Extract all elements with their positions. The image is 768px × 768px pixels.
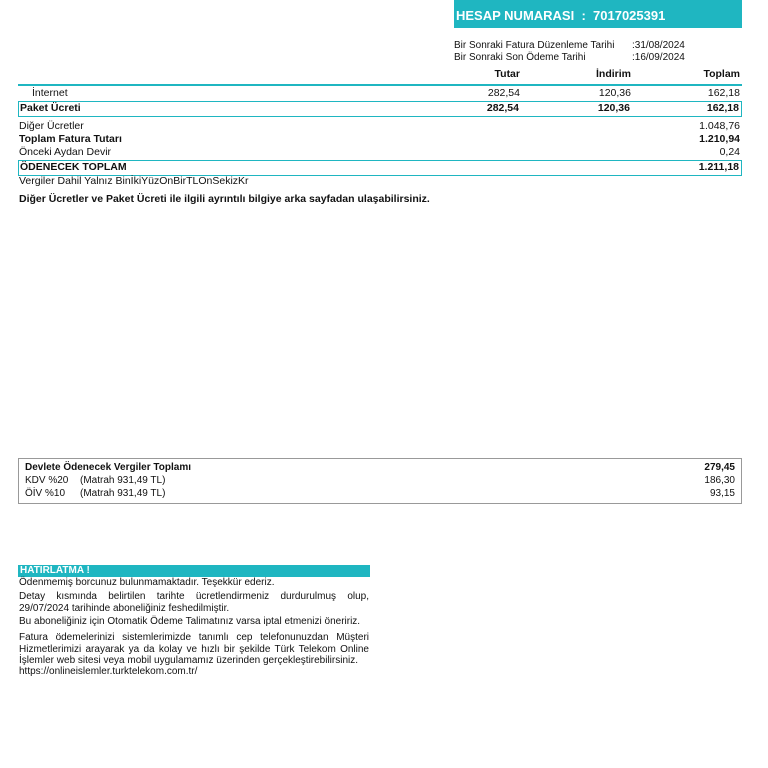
account-number-line <box>456 9 665 24</box>
amount-in-words: Vergiler Dahil Yalnız BinİkiYüzOnBirTLOnSekizKr <box>19 175 249 187</box>
reminder-title: HATIRLATMA ! <box>18 565 370 577</box>
invoice-total-value: 1.210,94 <box>699 133 740 145</box>
previous-balance-value: 0,24 <box>719 146 740 158</box>
taxes-total-label: Devlete Ödenecek Vergiler Toplamı <box>25 462 191 473</box>
internet-toplam: 162,18 <box>707 87 740 99</box>
column-header-indirim: İndirim <box>595 68 631 80</box>
package-fee-toplam: 162,18 <box>706 102 739 114</box>
column-header-toplam: Toplam <box>703 68 740 80</box>
tax-oiv-label: ÖİV %10 <box>25 488 66 499</box>
next-due-label: Bir Sonraki Son Ödeme Tarihi <box>454 52 586 63</box>
other-fees-row <box>18 120 742 133</box>
internet-indirim: 120,36 <box>598 87 631 99</box>
cut-off-header-text <box>460 0 716 1</box>
reminder-termination: Detay kısmında belirtilen tarihte ücretlendirmeniz durdurulmuş olup, 29/07/2024 tarihinde aboneliğiniz feshedilmiştir. <box>19 591 369 614</box>
account-number-label: HESAP NUMARASI <box>456 8 575 23</box>
header-divider <box>18 84 742 86</box>
tax-oiv-matrah: (Matrah 931,49 TL) <box>80 488 166 499</box>
tax-kdv-label: KDV %20 <box>25 475 69 486</box>
taxes-total-value: 279,45 <box>704 462 735 473</box>
invoice-total-label: Toplam Fatura Tutarı <box>19 133 122 145</box>
package-fee-tutar: 282,54 <box>486 102 519 114</box>
next-invoice-value: :31/08/2024 <box>632 40 685 51</box>
account-number-value: 7017025391 <box>593 8 666 23</box>
tax-kdv-value: 186,30 <box>704 475 735 486</box>
account-number-separator: : <box>577 8 590 23</box>
detail-info-note: Diğer Ücretler ve Paket Ücreti ile ilgili ayrıntılı bilgiye arka sayfadan ulaşabilirsiniz. <box>19 193 430 205</box>
tax-kdv-matrah: (Matrah 931,49 TL) <box>80 475 166 486</box>
tax-row-oiv <box>25 488 735 501</box>
package-fee-label: Paket Ücreti <box>20 102 81 114</box>
amount-due-value: 1.211,18 <box>698 161 739 173</box>
reminder-no-debt: Ödenmemiş borcunuz bulunmamaktadır. Teşekkür ederiz. <box>19 577 275 588</box>
reminder-autopay: Bu aboneliğiniz için Otomatik Ödeme Talimatınız varsa iptal etmenizi öneririz. <box>19 616 361 627</box>
amount-due-label: ÖDENECEK TOPLAM <box>20 161 127 173</box>
internet-row <box>18 87 742 100</box>
tax-row-kdv <box>25 475 735 488</box>
reminder-payment-options: Fatura ödemelerinizi sistemlerimizde tanımlı cep telefonunuzdan Müşteri Hizmetlerimizi arayarak ya da kolay ve hızlı bir şekilde Türk Telekom Online İşlemler web sitesi veya mobil uygulamamız üzerinden gerçekleştirebilirsiniz. <box>19 632 369 666</box>
previous-balance-row <box>18 146 742 159</box>
other-fees-label: Diğer Ücretler <box>19 120 84 132</box>
package-fee-row <box>18 101 742 117</box>
taxes-box <box>18 458 742 504</box>
internet-tutar: 282,54 <box>487 87 520 99</box>
account-header-band <box>454 0 742 28</box>
internet-label: İnternet <box>32 87 68 99</box>
previous-balance-label: Önceki Aydan Devir <box>19 146 112 158</box>
summary-header-row <box>18 68 742 83</box>
tax-oiv-value: 93,15 <box>709 488 735 499</box>
taxes-total-row <box>25 462 735 475</box>
package-fee-indirim: 120,36 <box>597 102 630 114</box>
amount-due-row <box>18 160 742 176</box>
invoice-total-row <box>18 133 742 146</box>
next-invoice-label: Bir Sonraki Fatura Düzenleme Tarihi <box>454 40 615 51</box>
column-header-tutar: Tutar <box>494 68 520 80</box>
online-services-link[interactable]: https://onlineislemler.turktelekom.com.tr/ <box>19 666 198 677</box>
other-fees-toplam: 1.048,76 <box>699 120 740 132</box>
next-due-value: :16/09/2024 <box>632 52 685 63</box>
invoice-summary-table <box>18 68 742 176</box>
